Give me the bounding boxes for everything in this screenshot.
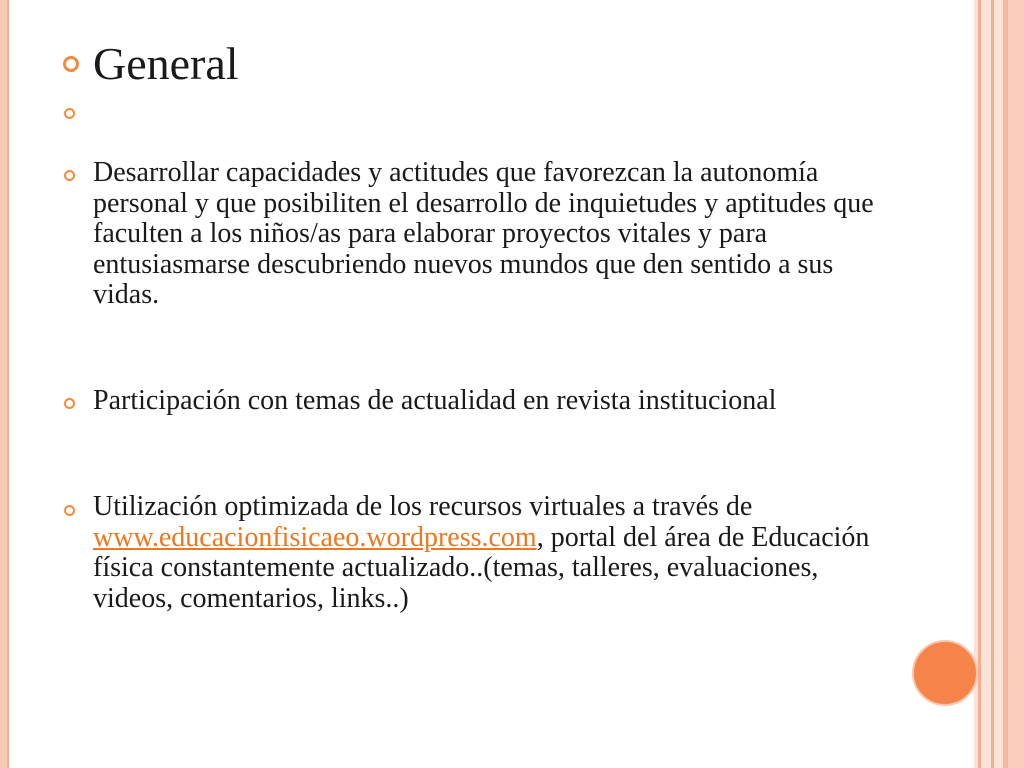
- empty-bullet-icon: [64, 108, 75, 119]
- title-bullet-icon: [63, 56, 79, 72]
- right-border-stripe: [994, 0, 1003, 768]
- bullet-icon: [64, 170, 75, 181]
- paragraph-autonomy: Desarrollar capacidades y actitudes que favorezcan la autonomía personal y que posibiliten el desarrollo de inquietudes y aptitudes que faculten a los niños/as para elaborar proyectos vitales y para entusiasmarse descubriendo nuevos mundos que den sentido a sus vidas.: [93, 157, 874, 310]
- bullet-icon: [64, 398, 75, 409]
- left-border-line: [7, 0, 9, 768]
- paragraph-virtual-resources: [93, 492, 883, 614]
- paragraph-participation: Participación con temas de actualidad en revista institucional: [93, 385, 777, 416]
- paragraph-text-before-link: Utilización optimizada de los recursos virtuales a través de: [93, 491, 753, 522]
- wordpress-link[interactable]: www.educacionfisicaeo.wordpress.com: [93, 521, 537, 553]
- right-border-stripe: [981, 0, 991, 768]
- left-border-stripe: [0, 0, 7, 768]
- slide-title: General: [93, 38, 239, 89]
- bullet-icon: [64, 505, 75, 516]
- right-border-stripe: [1008, 0, 1024, 768]
- decorative-circle: [912, 640, 978, 706]
- paragraph-text-after-link: , portal del área de Educación física constantemente actualizado..(temas, talleres, evaluaciones, videos, comentarios, links..): [93, 521, 870, 614]
